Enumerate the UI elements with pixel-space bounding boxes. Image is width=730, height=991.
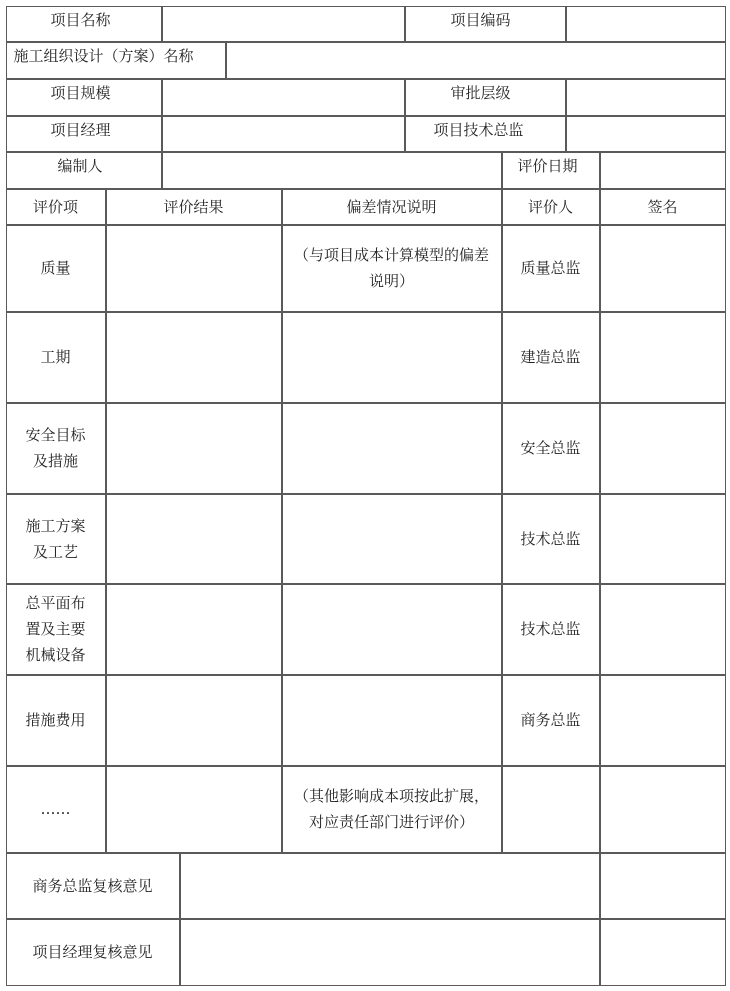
manager-review-field[interactable] <box>180 919 600 986</box>
approval-level-label-cell <box>405 79 566 116</box>
project-code-field[interactable] <box>566 6 726 42</box>
commerce-review-field[interactable] <box>180 853 600 919</box>
manager-review-label: 项目经理复核意见 <box>32 943 153 961</box>
evaluator-cell <box>502 584 600 675</box>
project-scale-label-cell <box>6 79 162 116</box>
deviation-note: （其他影响成本项按此扩展，对应责任部门进行评价） <box>293 787 489 831</box>
evaluator-cell <box>502 312 600 403</box>
col-header-result <box>106 189 282 225</box>
design-name-label: 施工组织设计（方案）名称 <box>13 46 194 65</box>
item-text: 安全目标及措施 <box>25 426 86 470</box>
signature-field[interactable] <box>600 225 726 312</box>
col-header-deviation <box>282 189 502 225</box>
project-code-label-cell <box>405 6 566 42</box>
result-field[interactable] <box>106 675 282 766</box>
project-scale-label: 项目规模 <box>50 83 111 102</box>
col-header-deviation-text: 偏差情况说明 <box>346 197 437 216</box>
col-header-evaluator <box>502 189 600 225</box>
manager-review-signature[interactable] <box>600 919 726 986</box>
project-name-field[interactable] <box>162 6 405 42</box>
item-text: 措施费用 <box>25 711 86 729</box>
table-row-item <box>6 494 106 584</box>
evaluator-cell <box>502 403 600 494</box>
signature-field[interactable] <box>600 403 726 494</box>
design-name-field[interactable] <box>226 42 726 79</box>
table-row-item <box>6 584 106 675</box>
result-field[interactable] <box>106 766 282 853</box>
item-text: 施工方案及工艺 <box>25 516 86 561</box>
table-row-item <box>6 403 106 494</box>
signature-field[interactable] <box>600 494 726 584</box>
project-name-label-cell <box>6 6 162 42</box>
col-header-result-text: 评价结果 <box>163 197 224 216</box>
approval-level-field[interactable] <box>566 79 726 116</box>
approval-level-label: 审批层级 <box>450 83 511 102</box>
signature-field[interactable] <box>600 675 726 766</box>
project-code-label: 项目编码 <box>450 10 511 29</box>
deviation-note: （与项目成本计算模型的偏差说明） <box>293 246 489 290</box>
evaluator-cell <box>502 766 600 853</box>
evaluator-text: 安全总监 <box>520 439 581 457</box>
project-manager-label: 项目经理 <box>50 120 111 139</box>
item-text: 质量 <box>40 259 71 277</box>
col-header-item-text: 评价项 <box>32 197 78 216</box>
evaluator-text: 商务总监 <box>520 711 581 729</box>
signature-field[interactable] <box>600 312 726 403</box>
project-name-label: 项目名称 <box>50 10 111 29</box>
tech-director-label: 项目技术总监 <box>433 120 524 139</box>
evaluator-cell <box>502 225 600 312</box>
result-field[interactable] <box>106 584 282 675</box>
col-header-signature <box>600 189 726 225</box>
col-header-signature-text: 签名 <box>647 197 678 216</box>
tech-director-field[interactable] <box>566 116 726 152</box>
col-header-evaluator-text: 评价人 <box>527 197 573 216</box>
manager-review-label-cell <box>6 919 180 986</box>
signature-field[interactable] <box>600 584 726 675</box>
eval-date-label-cell <box>502 152 600 189</box>
author-label-cell <box>6 152 162 189</box>
deviation-field[interactable] <box>282 494 502 584</box>
evaluator-text: 技术总监 <box>520 620 581 638</box>
evaluator-cell <box>502 494 600 584</box>
item-text: 工期 <box>40 348 71 366</box>
author-field[interactable] <box>162 152 502 189</box>
tech-director-label-cell <box>405 116 566 152</box>
result-field[interactable] <box>106 403 282 494</box>
author-label: 编制人 <box>57 156 103 175</box>
table-row-item <box>6 312 106 403</box>
result-field[interactable] <box>106 312 282 403</box>
table-row-item <box>6 225 106 312</box>
evaluator-text: 建造总监 <box>520 348 581 366</box>
col-header-item <box>6 189 106 225</box>
project-manager-label-cell <box>6 116 162 152</box>
eval-date-field[interactable] <box>600 152 726 189</box>
deviation-field[interactable] <box>282 312 502 403</box>
project-scale-field[interactable] <box>162 79 405 116</box>
signature-field[interactable] <box>600 766 726 853</box>
result-field[interactable] <box>106 494 282 584</box>
result-field[interactable] <box>106 225 282 312</box>
evaluator-text: 质量总监 <box>520 259 581 277</box>
deviation-field[interactable] <box>282 675 502 766</box>
deviation-field[interactable] <box>282 584 502 675</box>
deviation-field[interactable] <box>282 766 502 853</box>
design-name-label-cell <box>6 42 226 79</box>
item-text: …… <box>40 800 71 818</box>
evaluator-cell <box>502 675 600 766</box>
item-text: 总平面布置及主要机械设备 <box>25 594 86 664</box>
deviation-field[interactable] <box>282 403 502 494</box>
commerce-review-signature[interactable] <box>600 853 726 919</box>
table-row-item <box>6 766 106 853</box>
evaluator-text: 技术总监 <box>520 529 581 548</box>
project-manager-field[interactable] <box>162 116 405 152</box>
eval-date-label: 评价日期 <box>517 156 578 175</box>
deviation-field[interactable] <box>282 225 502 312</box>
table-row-item <box>6 675 106 766</box>
commerce-review-label: 商务总监复核意见 <box>32 876 153 895</box>
commerce-review-label-cell <box>6 853 180 919</box>
